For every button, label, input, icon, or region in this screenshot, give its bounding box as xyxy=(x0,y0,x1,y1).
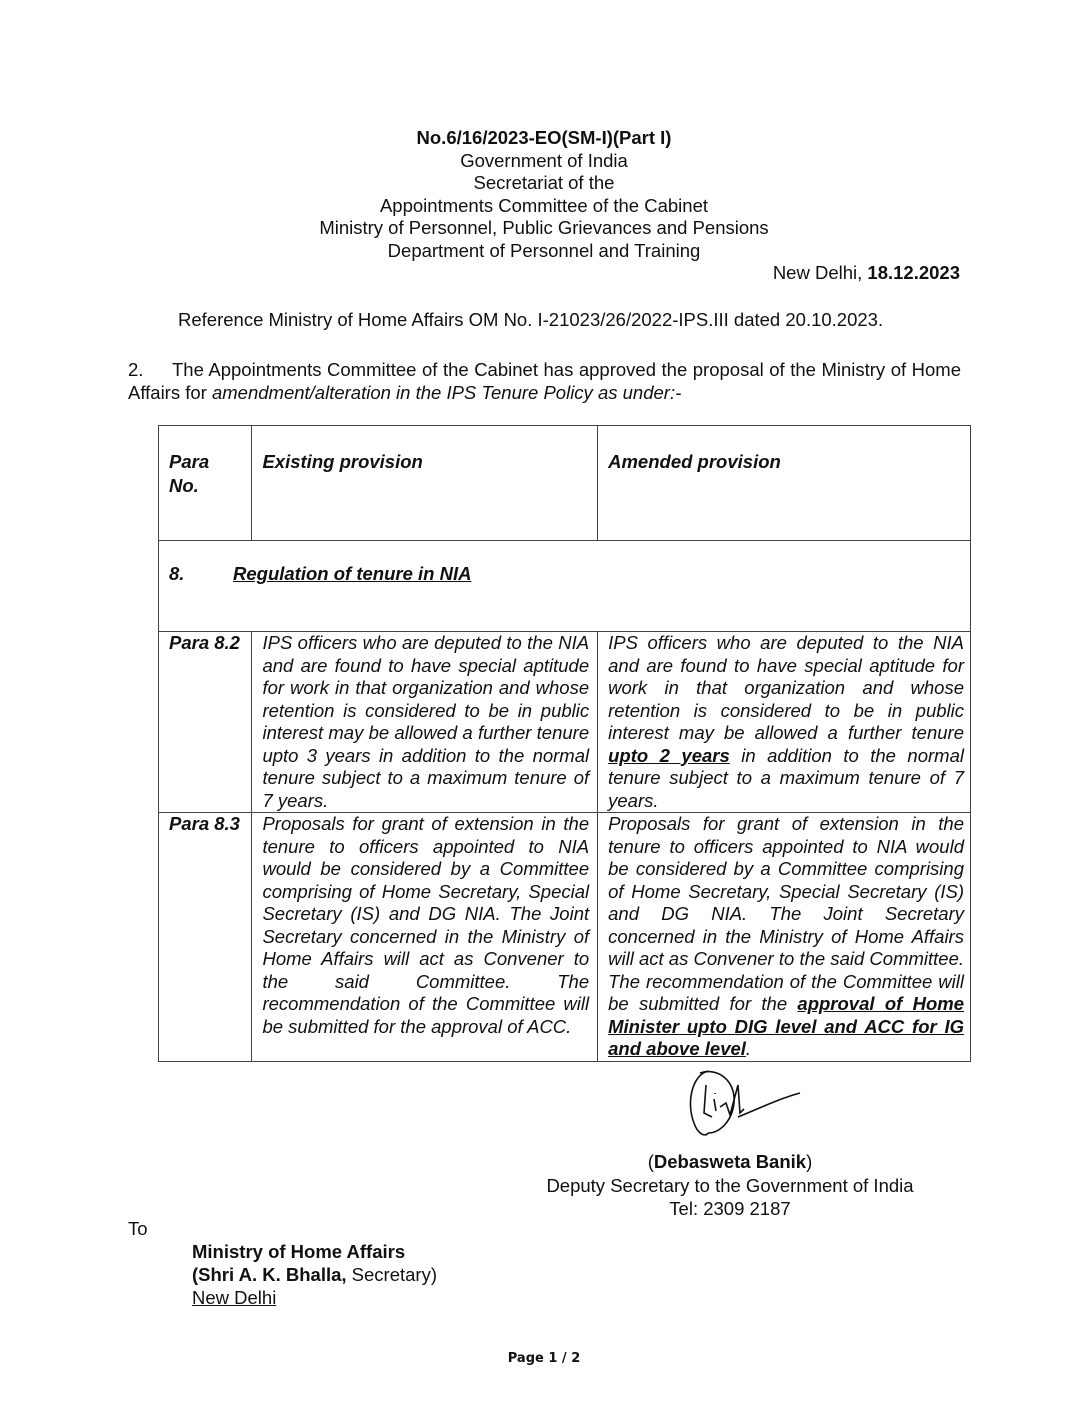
amended-provision xyxy=(598,632,971,813)
signatory-name: Debasweta Banik xyxy=(653,1151,807,1172)
addressee-org: Ministry of Home Affairs xyxy=(192,1241,406,1262)
paren: ( xyxy=(647,1151,654,1172)
paragraph-2 xyxy=(128,358,961,404)
signatory-block xyxy=(520,1150,940,1221)
date: 18.12.2023 xyxy=(867,262,960,283)
amended-text: . xyxy=(745,1038,752,1059)
letterhead-line: Department of Personnel and Training xyxy=(387,239,701,261)
place: New Delhi, xyxy=(772,262,868,283)
para-number: Para 8.3 xyxy=(159,813,252,1062)
signature-icon xyxy=(678,1063,808,1143)
header-existing xyxy=(252,426,598,541)
letterhead-line: Secretariat of the xyxy=(473,172,615,194)
addressee-person-line xyxy=(192,1263,437,1286)
header-amended xyxy=(598,426,971,541)
existing-provision: Proposals for grant of extension in the tenure to officers appointed to NIA would be considered by a Committee comprising of Home Secretary, Special Secretary (IS) and DG NIA. The Joint Secretary concerned in the Ministry of Home Affairs will act as Convener to the said Committee. The recommendation of the Committee will be submitted for the approval of ACC. xyxy=(252,813,598,1062)
paragraph-text: The Appointments Committee of the Cabinet has approved the proposal of the Ministry of Home Affairs for xyxy=(128,359,961,403)
file-number: No.6/16/2023-EO(SM-I)(Part I) xyxy=(416,127,672,148)
section-row xyxy=(159,541,971,632)
section-number: 8. xyxy=(169,563,185,584)
table-row xyxy=(159,632,971,813)
letterhead-line: Appointments Committee of the Cabinet xyxy=(379,194,709,216)
reference-line: Reference Ministry of Home Affairs OM No. I-21023/26/2022-IPS.III dated 20.10.2023. xyxy=(178,309,884,330)
letterhead xyxy=(300,127,788,263)
amended-text: IPS officers who are deputed to the NIA and are found to have special aptitude for work in that organization and whose retention is considered to be in public interest may be allowed a further tenure xyxy=(608,632,964,743)
amended-text: in addition to the normal tenure subject to a maximum tenure of 7 years. xyxy=(608,744,964,811)
existing-provision: IPS officers who are deputed to the NIA and are found to have special aptitude for work in that organization and whose retention is considered to be in public interest may be allowed a further tenure upto 3 years in addition to the normal tenure subject to a maximum tenure of 7 years. xyxy=(252,632,598,813)
header-label: Para No. xyxy=(169,451,210,496)
signatory-designation: Deputy Secretary to the Government of India xyxy=(546,1174,914,1196)
amendment-table xyxy=(158,425,971,1062)
signatory-name-line xyxy=(520,1150,940,1174)
para-number: Para 8.2 xyxy=(159,632,252,813)
header-label: Amended provision xyxy=(608,451,781,472)
amended-text: Proposals for grant of extension in the tenure to officers appointed to NIA would be considered by a Committee comprising of Home Secretary, Special Secretary (IS) and DG NIA. The Joint Secretary concerned in the Ministry of Home Affairs will act as Convener to the said Committee. The recommendation of the Committee will be submitted for the xyxy=(608,813,964,1014)
page-number: Page 1 / 2 xyxy=(507,1351,581,1366)
section-title: Regulation of tenure in NIA xyxy=(233,563,472,584)
paragraph-text-italic: amendment/alteration in the IPS Tenure Policy as under:- xyxy=(211,382,682,403)
header-label: Existing provision xyxy=(262,451,423,472)
header-para-no xyxy=(159,426,252,541)
addressee-person: (Shri A. K. Bhalla, xyxy=(192,1264,347,1285)
amended-highlight: approval of Home Minister upto DIG level and ACC for IG and above level xyxy=(608,993,964,1059)
addressee-role: Secretary) xyxy=(346,1264,437,1285)
section-cell xyxy=(159,541,971,632)
amended-highlight: upto 2 years xyxy=(608,744,730,766)
paragraph-number: 2. xyxy=(128,359,144,380)
place-date xyxy=(773,262,960,284)
to-label: To xyxy=(128,1218,148,1239)
signatory-phone: Tel: 2309 2187 xyxy=(669,1198,791,1219)
table-row xyxy=(159,813,971,1062)
addressee-city: New Delhi xyxy=(192,1287,277,1308)
letterhead-line: Ministry of Personnel, Public Grievances and Pensions xyxy=(319,217,769,239)
letterhead-line: Government of India xyxy=(460,149,628,171)
paren: ) xyxy=(806,1151,813,1172)
amended-provision xyxy=(598,813,971,1062)
table-header-row xyxy=(159,426,971,541)
addressee-block xyxy=(192,1240,437,1309)
